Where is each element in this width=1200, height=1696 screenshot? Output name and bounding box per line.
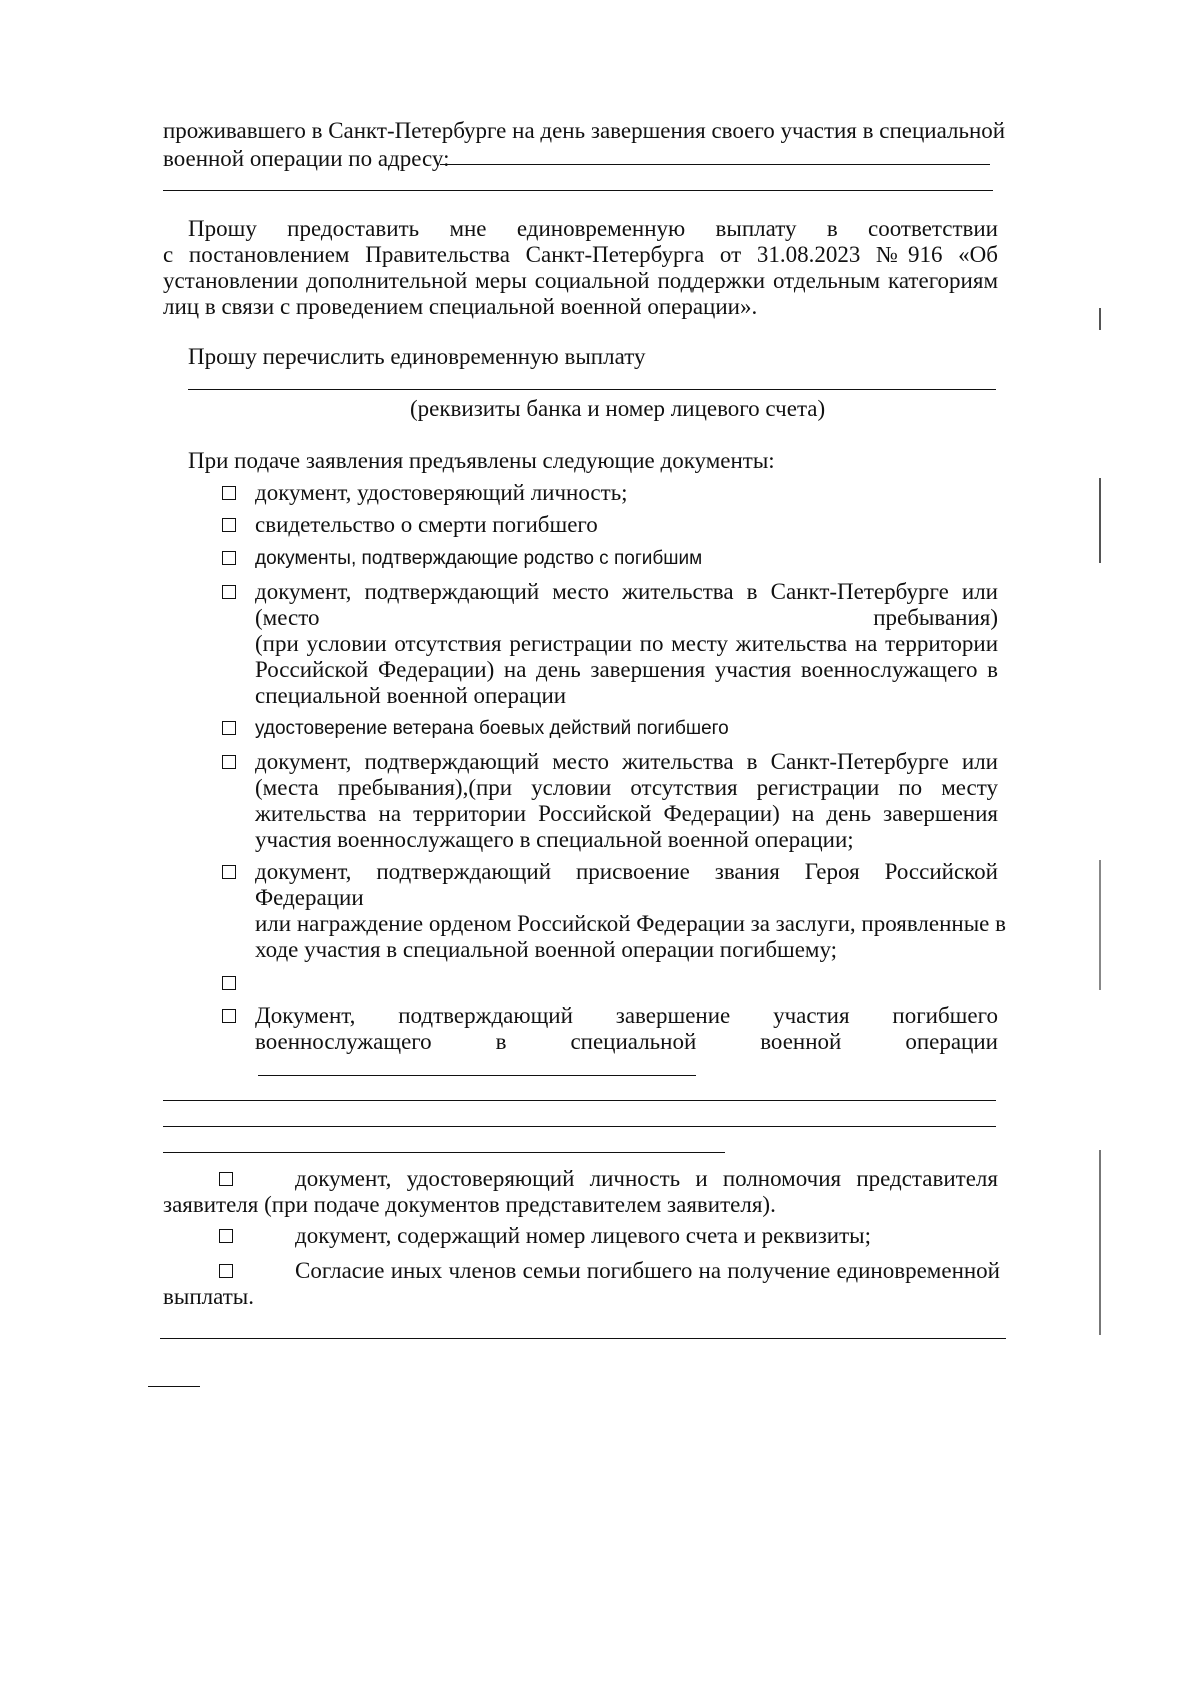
checkbox-doc-residence-2[interactable] <box>222 755 236 769</box>
checkbox-family-consent[interactable] <box>219 1264 233 1278</box>
word: представителя <box>856 1166 998 1191</box>
word: завершение <box>615 1003 731 1028</box>
doc-hero-line-3: или награждение орденом Российской Федерации за заслуги, проявленные в <box>255 911 1006 936</box>
word: удостоверяющий <box>406 1166 575 1191</box>
bottom-line[interactable] <box>160 1338 1006 1339</box>
doc-completion-line-1 <box>255 1002 998 1029</box>
checkbox-doc-hero-title[interactable] <box>222 865 236 879</box>
checkbox-doc-veteran[interactable] <box>222 721 236 735</box>
request-line-4: лиц в связи с проведением специальной военной операции». <box>163 294 758 319</box>
word: Прошу <box>188 216 257 241</box>
scan-edge-mark <box>1099 860 1101 990</box>
word: специальной <box>570 1029 697 1054</box>
checkbox-account-document[interactable] <box>219 1229 233 1243</box>
word: операции <box>905 1029 998 1054</box>
word: подтверждающий <box>376 859 552 884</box>
blank-line-2[interactable] <box>163 1126 996 1127</box>
doc-residence-line-1: документ, подтверждающий место жительства в Санкт-Петербурге или <box>255 579 998 604</box>
word: документ, <box>255 859 352 884</box>
request-line-2: с постановлением Правительства Санкт-Петербурга от 31.08.2023 №916 «Об <box>163 242 998 267</box>
word: соответствии <box>868 216 998 241</box>
blank-line-1[interactable] <box>163 1100 996 1101</box>
scan-edge-mark <box>1099 308 1101 330</box>
doc-residence-line-4: Российской Федерации) на день завершения участия военнослужащего в <box>255 657 998 682</box>
word: присвоение <box>575 859 690 884</box>
doc-residence2-line-3: жительства на территории Российской Федерации) на день завершения <box>255 801 998 826</box>
word: в <box>495 1029 507 1054</box>
doc-residence2-line-1: документ, подтверждающий место жительства в Санкт-Петербурге или <box>255 749 998 774</box>
doc-veteran-label: удостоверение ветерана боевых действий погибшего <box>255 718 729 739</box>
doc-death-certificate-label: свидетельство о смерти погибшего <box>255 512 598 537</box>
word: в <box>826 216 838 241</box>
doc-hero-line-2: Федерации <box>255 885 364 910</box>
word: звания <box>714 859 780 884</box>
checkbox-doc-identity[interactable] <box>222 486 236 500</box>
word: мне <box>449 216 487 241</box>
word: военной <box>760 1029 842 1054</box>
word: Российской <box>884 859 998 884</box>
doc-residence2-line-2: (места пребывания),(при условии отсутствия регистрации по месту <box>255 775 998 800</box>
word: полномочия <box>722 1166 842 1191</box>
word: Героя <box>804 859 860 884</box>
word: Документ, <box>255 1003 356 1028</box>
intro-line-1: проживавшего в Санкт-Петербурге на день завершения своего участия в специальной <box>163 118 1006 143</box>
word: выплату <box>715 216 797 241</box>
scan-edge-mark <box>1099 1150 1101 1335</box>
scan-edge-mark <box>1099 478 1101 563</box>
word: участия <box>773 1003 850 1028</box>
word: личность <box>589 1166 681 1191</box>
blank-line-3[interactable] <box>163 1152 725 1153</box>
doc-hero-line-1 <box>255 858 998 885</box>
word: и <box>695 1166 708 1191</box>
doc-residence-line-5: специальной военной операции <box>255 683 567 708</box>
doc-residence-line-2b: пребывания) <box>873 605 998 630</box>
word: военнослужащего <box>255 1029 432 1054</box>
checkbox-doc-death-certificate[interactable] <box>222 518 236 532</box>
request-line-3: установлении дополнительной меры социальной поддержки отдельным категориям <box>163 268 998 293</box>
word: предоставить <box>287 216 420 241</box>
doc-completion-line-2 <box>255 1028 998 1055</box>
address-line-2[interactable] <box>163 190 993 191</box>
checkbox-doc-residence[interactable] <box>222 585 236 599</box>
doc-hero-line-4: ходе участия в специальной военной операции погибшему; <box>255 937 838 962</box>
doc-residence2-line-4: участия военнослужащего в специальной военной операции; <box>255 827 854 852</box>
representative-line-2: заявителя (при подаче документов представителем заявителя). <box>163 1192 776 1217</box>
bank-details-line[interactable] <box>188 389 996 390</box>
checkbox-doc-kinship[interactable] <box>222 551 236 565</box>
family-consent-line-1: Согласие иных членов семьи погибшего на получение единовременной <box>295 1258 1000 1283</box>
word: документ, <box>295 1166 392 1191</box>
doc-residence-line-2a: (место <box>255 605 320 630</box>
checkbox-doc-completion[interactable] <box>222 1009 236 1023</box>
doc-kinship-label: документы, подтверждающие родство с погибшим <box>255 548 703 569</box>
word: единовременную <box>516 216 686 241</box>
family-consent-line-2: выплаты. <box>163 1284 254 1309</box>
doc-identity-label: документ, удостоверяющий личность; <box>255 480 628 505</box>
intro-line-2: военной операции по адресу: <box>163 146 450 171</box>
request-line-1 <box>188 215 998 242</box>
checkbox-empty-item[interactable] <box>222 976 236 990</box>
doc-residence-line-3: (при условии отсутствия регистрации по месту жительства на территории <box>255 631 998 656</box>
word: подтверждающий <box>398 1003 573 1028</box>
documents-heading: При подаче заявления предъявлены следующие документы: <box>188 448 775 473</box>
footnote-line <box>148 1386 200 1387</box>
word: погибшего <box>892 1003 998 1028</box>
address-line-1[interactable] <box>440 164 990 165</box>
transfer-label: Прошу перечислить единовременную выплату <box>188 344 646 369</box>
representative-line-1 <box>295 1165 998 1192</box>
completion-doc-line[interactable] <box>258 1075 696 1076</box>
account-document-label: документ, содержащий номер лицевого счета и реквизиты; <box>295 1223 871 1248</box>
bank-details-caption: (реквизиты банка и номер лицевого счета) <box>410 396 826 421</box>
checkbox-representative-authority[interactable] <box>219 1172 233 1186</box>
